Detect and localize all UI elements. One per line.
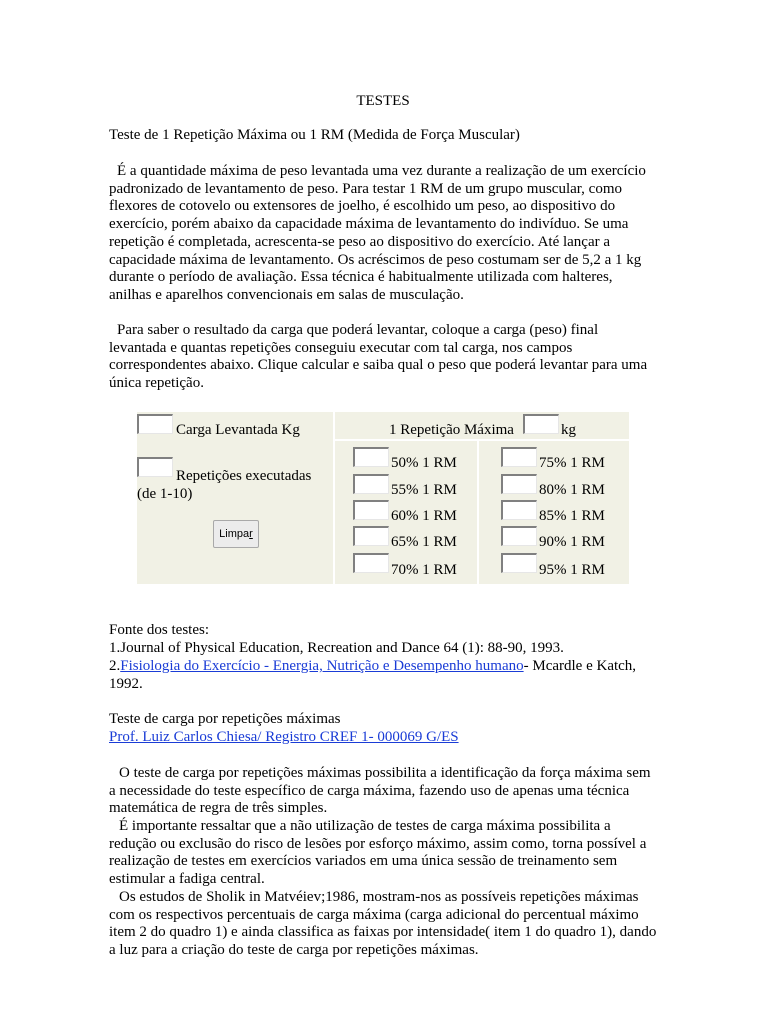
reps-input[interactable] xyxy=(137,457,173,477)
section2-heading: Teste de carga por repetições máximas xyxy=(109,711,341,727)
percent-55-output[interactable] xyxy=(353,474,389,494)
carga-input[interactable] xyxy=(137,414,173,434)
percent-90-output[interactable] xyxy=(501,526,537,546)
percent-65-output[interactable] xyxy=(353,526,389,546)
carga-label: Carga Levantada Kg xyxy=(176,422,300,438)
author-line xyxy=(109,729,657,747)
section1-paragraph-1: É a quantidade máxima de peso levantada uma vez durante a realização de um exercício padronizado de levantamento de peso. Para testar 1 RM de um grupo muscular, como flexores de cotovelo ou extensores de joelho, é escolhido um peso, ao dispositivo do exercício, porém abaixo da capacidade máxima de levantamento do indivíduo. Se uma repetição é completada, acrescenta-se peso ao dispositivo do exercício. Até lançar a capacidade máxima de levantamento. Os acréscimos de peso costumam ser de 5,2 a 1 kg durante o período de avaliação. Essa técnica é habitualmente utilizada com halteres, anilhas e aparelhos convencionais em salas de musculação. xyxy=(109,163,646,303)
section2-paragraph-2: É importante ressaltar que a não utilização de testes de carga máxima possibilita a redução ou exclusão do risco de lesões por esforço máximo, assim como, torna possível a realização de testes em exercícios variados em uma única sessão de treinamento sem estimular a fadiga central. xyxy=(109,818,647,888)
calc-column-divider xyxy=(333,412,335,584)
percent-75-label: 75% 1 RM xyxy=(539,455,605,471)
calc-inner-divider xyxy=(477,441,479,584)
percent-95-output[interactable] xyxy=(501,553,537,573)
sources-heading: Fonte dos testes: xyxy=(109,622,209,638)
percent-70-label: 70% 1 RM xyxy=(391,562,457,578)
percent-75-output[interactable] xyxy=(501,447,537,467)
author-link[interactable]: Prof. Luiz Carlos Chiesa/ Registro CREF 1- 000069 G/ES xyxy=(109,729,459,745)
percent-85-output[interactable] xyxy=(501,500,537,520)
percent-60-label: 60% 1 RM xyxy=(391,508,457,524)
percent-60-output[interactable] xyxy=(353,500,389,520)
percent-85-label: 85% 1 RM xyxy=(539,508,605,524)
percent-70-output[interactable] xyxy=(353,553,389,573)
rm-unit: kg xyxy=(561,422,576,438)
reps-range-label: (de 1-10) xyxy=(137,486,193,502)
section1-heading: Teste de 1 Repetição Máxima ou 1 RM (Medida de Força Muscular) xyxy=(109,127,520,143)
percent-65-label: 65% 1 RM xyxy=(391,534,457,550)
percent-50-label: 50% 1 RM xyxy=(391,455,457,471)
percent-80-label: 80% 1 RM xyxy=(539,482,605,498)
reps-label: Repetições executadas xyxy=(176,468,312,484)
percent-50-output[interactable] xyxy=(353,447,389,467)
section2-paragraph-3: Os estudos de Sholik in Matvéiev;1986, mostram-nos as possíveis repetições máximas com os respectivos percentuais de carga máxima (carga adicional do percentual máximo item 2 do quadro 1) e ainda classifica as faixas por intensidade( item 1 do quadro 1), dando a luz para a criação do teste de carga por repetições máximas. xyxy=(109,889,657,959)
rm-label: 1 Repetição Máxima xyxy=(389,422,514,438)
source-item-1: 1.Journal of Physical Education, Recreation and Dance 64 (1): 88-90, 1993. xyxy=(109,640,564,656)
percent-80-output[interactable] xyxy=(501,474,537,494)
percent-90-label: 90% 1 RM xyxy=(539,534,605,550)
source-item-2-link[interactable]: Fisiologia do Exercício - Energia, Nutrição e Desempenho humano xyxy=(120,658,524,674)
rm-calculator xyxy=(137,412,629,584)
rm-output[interactable] xyxy=(523,414,559,434)
section1-paragraph-2: Para saber o resultado da carga que poderá levantar, coloque a carga (peso) final levantada e quantas repetições conseguiu executar com tal carga, nos campos correspondentes abaixo. Clique calcular e saiba qual o peso que poderá levantar para uma única repetição. xyxy=(109,322,648,392)
calc-row-divider xyxy=(335,439,629,441)
page-title: TESTES xyxy=(356,93,410,109)
percent-95-label: 95% 1 RM xyxy=(539,562,605,578)
source-item-2: 2.Fisiologia do Exercício - Energia, Nutrição e Desempenho humano- Mcardle e Katch, 1992. xyxy=(109,658,637,692)
section2-paragraph-1: O teste de carga por repetições máximas possibilita a identificação da força máxima sem a necessidade do teste específico de carga máxima, fazendo uso de apenas uma técnica matemática de regra de três simples. xyxy=(109,765,651,817)
limpar-button[interactable]: Limpar xyxy=(213,520,259,548)
percent-55-label: 55% 1 RM xyxy=(391,482,457,498)
